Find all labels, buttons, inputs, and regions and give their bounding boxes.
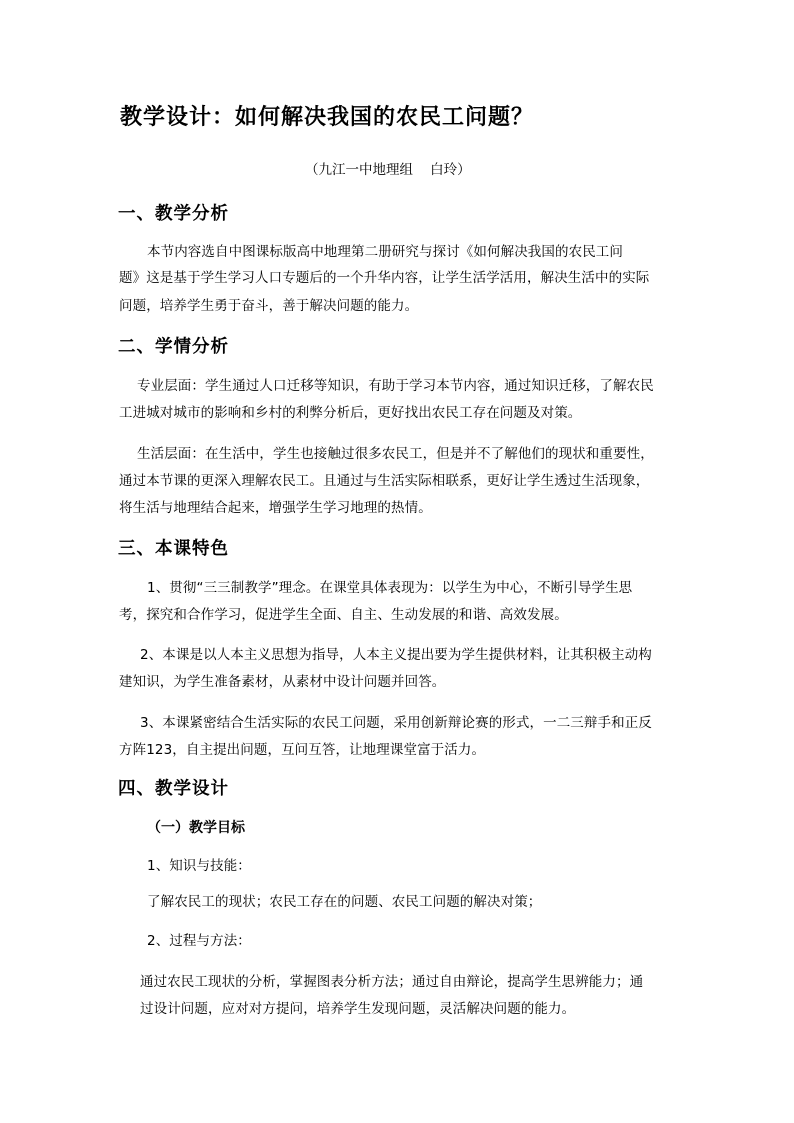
section-heading-teaching-design: 四、教学设计 (118, 779, 229, 799)
paragraph-line: 通过本节课的更深入理解农民工。且通过与生活实际相联系，更好让学生透过生活现象， (119, 473, 650, 489)
paragraph-line: 过设计问题，应对对方提问，培养学生发现问题，灵活解决问题的能力。 (140, 1001, 576, 1017)
section-heading-course-features: 三、本课特色 (118, 539, 229, 559)
section-heading-teaching-analysis: 一、教学分析 (118, 204, 229, 224)
paragraph-line: 了解农民工的现状；农民工存在的问题、农民工问题的解决对策； (147, 894, 542, 910)
objective-label-process: 2、过程与方法： (147, 933, 251, 949)
paragraph-line: 专业层面：学生通过人口迁移等知识，有助于学习本节内容，通过知识迁移，了解农民 (137, 378, 654, 394)
document-title: 教学设计：如何解决我国的农民工问题？ (120, 104, 535, 130)
author-line: （九江一中地理组 白玲） (305, 162, 471, 178)
paragraph-line: 题》这是基于学生学习人口专题后的一个升华内容，让学生活学活用，解决生活中的实际 (119, 270, 650, 286)
paragraph-line: 建知识，为学生准备素材，从素材中设计问题并回答。 (119, 674, 446, 690)
objective-label-knowledge: 1、知识与技能： (147, 858, 251, 874)
paragraph-line: 方阵123，自主提出问题，互问互答，让地理课堂富于活力。 (119, 742, 486, 758)
section-heading-learner-analysis: 二、学情分析 (118, 337, 229, 357)
paragraph-line: 本节内容选自中图课标版高中地理第二册研究与探讨《如何解决我国的农民工问 (147, 244, 623, 260)
paragraph-line: 工进城对城市的影响和乡村的利弊分析后，更好找出农民工存在问题及对策。 (119, 405, 582, 421)
paragraph-line: 问题，培养学生勇于奋斗，善于解决问题的能力。 (119, 298, 419, 314)
paragraph-line: 3、本课紧密结合生活实际的农民工问题，采用创新辩论赛的形式，一二三辩手和正反 (140, 715, 652, 731)
paragraph-line: 生活层面：在生活中，学生也接触过很多农民工，但是并不了解他们的现状和重要性， (137, 446, 654, 462)
paragraph-line: 1、贯彻“三三制教学”理念。在课堂具体表现为：以学生为中心，不断引导学生思 (147, 580, 633, 596)
subheading-teaching-objectives: （一）教学目标 (147, 820, 245, 836)
paragraph-line: 2、本课是以人本主义思想为指导，人本主义提出要为学生提供材料，让其积极主动构 (140, 647, 652, 663)
paragraph-line: 考，探究和合作学习，促进学生全面、自主、生动发展的和谐、高效发展。 (119, 607, 568, 623)
paragraph-line: 通过农民工现状的分析，掌握图表分析方法；通过自由辩论，提高学生思辨能力；通 (140, 974, 644, 990)
paragraph-line: 将生活与地理结合起来，增强学生学习地理的热情。 (119, 500, 432, 516)
